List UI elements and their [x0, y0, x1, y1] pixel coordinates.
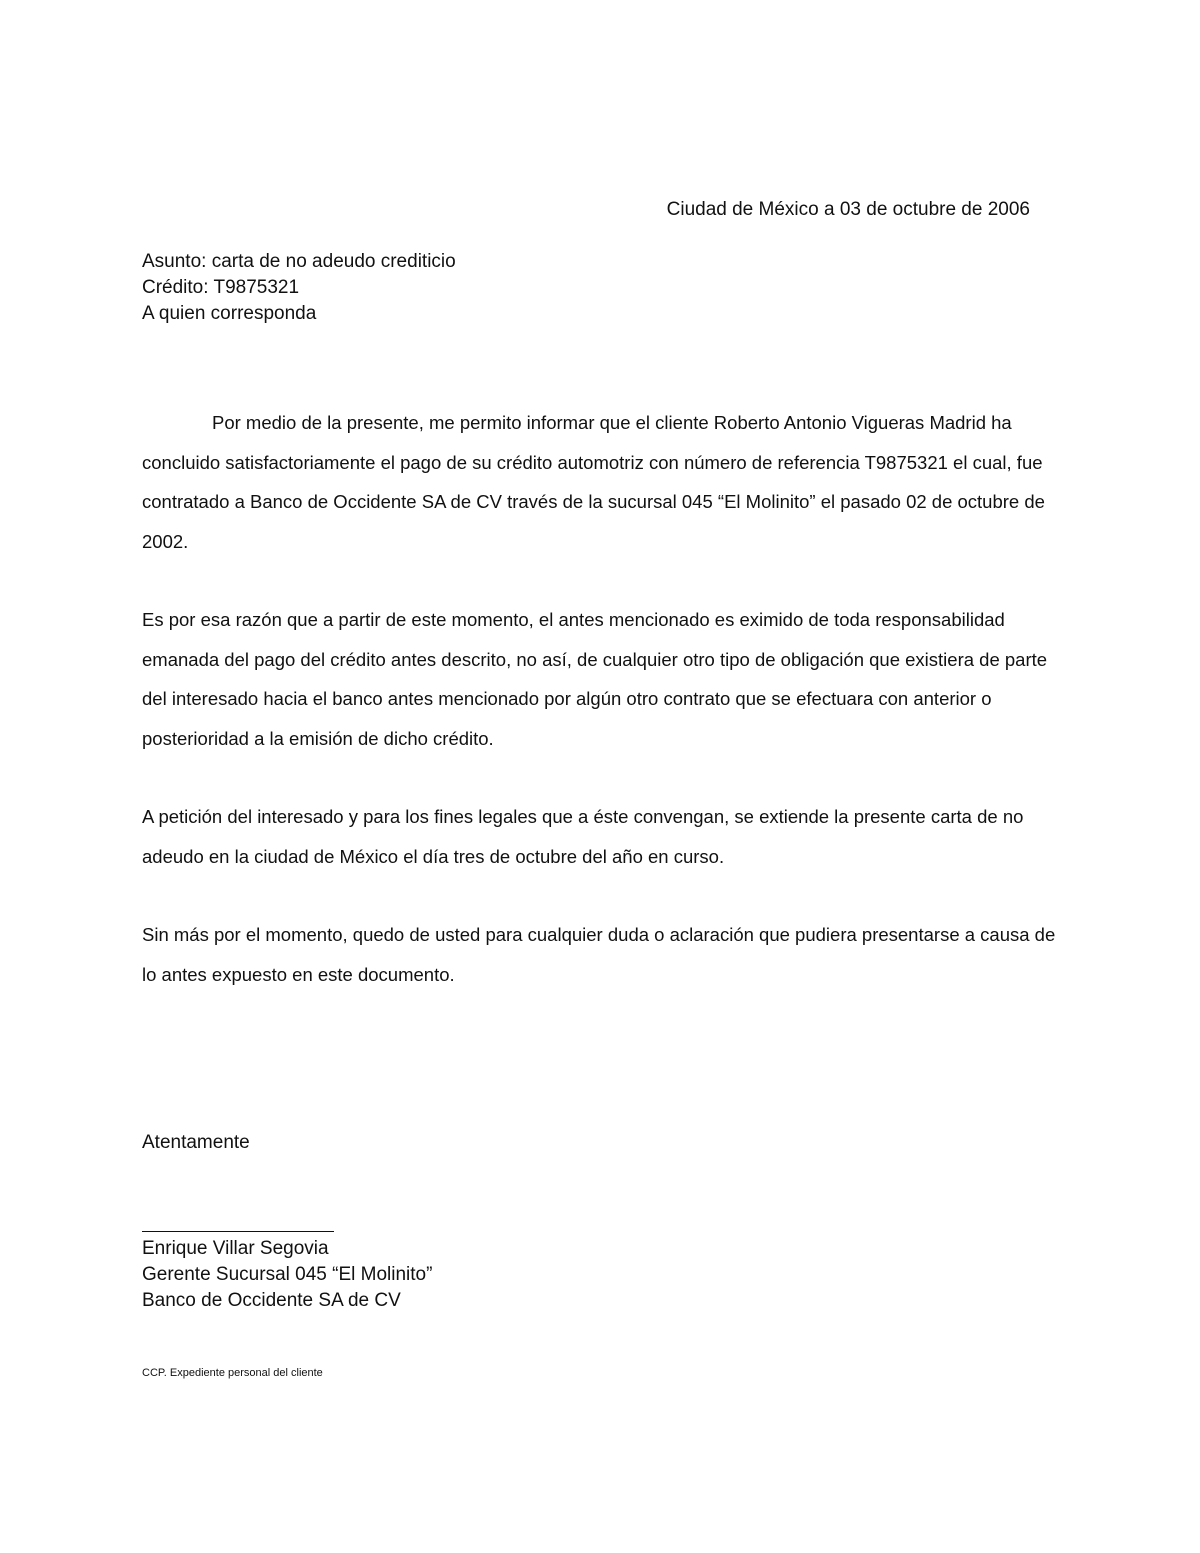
ccp-note: CCP. Expediente personal del cliente — [142, 1367, 323, 1379]
signer-title: Gerente Sucursal 045 “El Molinito” — [142, 1264, 433, 1285]
body-paragraph-2: Es por esa razón que a partir de este momento, el antes mencionado es eximido de toda responsabilidad emanada del pago del crédito antes descrito, no así, de cualquier otro tipo de obligación que existiera de parte del interesado hacia el banco antes mencionado por algún otro contrato que se efectuara con anterior o posterioridad a la emisión de dicho crédito. — [142, 609, 1048, 749]
signature-line — [142, 1231, 334, 1232]
letter-body — [142, 403, 1064, 1033]
body-paragraph-4: Sin más por el momento, quedo de usted para cualquier duda o aclaración que pudiera presentarse a causa de lo antes expuesto en este documento. — [142, 924, 1056, 985]
subject-line: Asunto: carta de no adeudo crediticio — [142, 251, 456, 272]
signer-organization: Banco de Occidente SA de CV — [142, 1290, 401, 1311]
closing: Atentamente — [142, 1132, 250, 1153]
signature-block — [142, 1236, 432, 1314]
credit-line: Crédito: T9875321 — [142, 277, 300, 298]
letter-header — [142, 249, 456, 327]
salutation: A quien corresponda — [142, 303, 317, 324]
body-paragraph-3: A petición del interesado y para los fines legales que a éste convengan, se extiende la presente carta de no adeudo en la ciudad de México el día tres de octubre del año en curso. — [142, 806, 1024, 867]
date-line: Ciudad de México a 03 de octubre de 2006 — [666, 199, 1030, 220]
body-paragraph-1: Por medio de la presente, me permito informar que el cliente Roberto Antonio Vigueras Madrid ha concluido satisfactoriamente el pago de su crédito automotriz con número de referencia T9875321 el cual, fue contratado a Banco de Occidente SA de CV través de la sucursal 045 “El Molinito” el pasado 02 de octubre de 2002. — [142, 412, 1045, 552]
signer-name: Enrique Villar Segovia — [142, 1238, 329, 1259]
